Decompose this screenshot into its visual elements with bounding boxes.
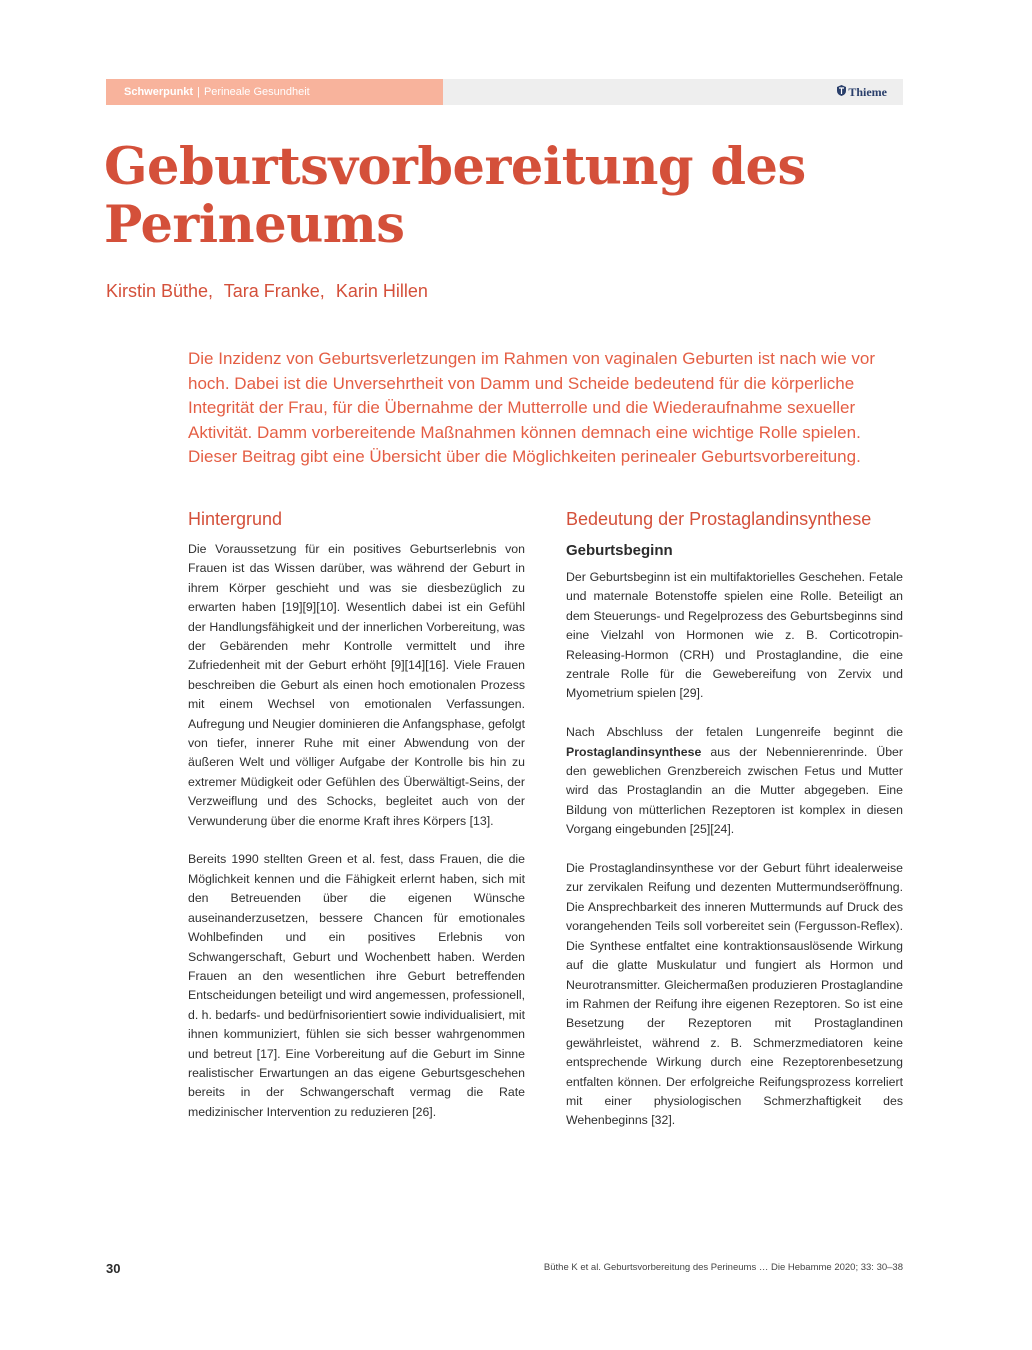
body-paragraph [566, 723, 903, 839]
abstract: Die Inzidenz von Geburtsverletzungen im Rahmen von vaginalen Geburten ist nach wie vor hoch. Dabei ist die Unversehrtheit von Damm und Scheide bedeutend für die körperliche Integrität der Frau, für die Übernahme der Mutterrolle und die Wiederaufnahme sexueller Aktivität. Damm vorbereitende Maßnahmen können demnach eine wichtige Rolle spielen. Dieser Beitrag gibt eine Übersicht über die Möglichkeiten perinealer Geburtsvorbereitung. [188, 349, 875, 466]
author-list [106, 281, 434, 302]
left-column [188, 507, 525, 1142]
subsection-label: Perineale Gesundheit [203, 86, 310, 98]
body-paragraph: Die Voraussetzung für ein positives Geburtserlebnis von Frauen ist das Wissen darüber, was während der Geburt in ihrem Körper geschieht und was sie diesbezüglich zu erwarten haben [19][9][10]. Wesentlich dabei ist ein Gefühl der Handlungsfähigkeit und der innerlichen Vorbereitung, was der Gebärenden mehr Kontrolle vermittelt und ihre Zufriedenheit mit der Geburt erhöht [9][14][16]. Viele Frauen beschreiben die Geburt als einen hoch emotionalen Prozess mit einem Wechsel von emotionalen Verfassungen. Aufregung und Neugier dominieren die Anfangsphase, gefolgt von tiefer, innerer Ruhe mit einer Abwendung von der äußeren Welt und völliger Aufgabe der Kontrolle bis hin zu extremer Müdigkeit oder Gefühlen des Überwältigt-Seins, der Verzweiflung und des Schocks, begleitet auch von der Verwunderung über die enorme Kraft ihres Körpers [13]. [188, 542, 525, 828]
body-paragraph: Der Geburtsbeginn ist ein multifaktorielles Geschehen. Fetale und maternale Botenstoffe spielen eine Rolle. Beteiligt an dem Steuerungs- und Regelprozess des Geburtsbeginns sind eine Vielzahl von Hormonen wie z. B. Corticotropin-Releasing-Hormon (CRH) und Prostaglandine, die eine zentrale Rolle für die Gewebereifung von Zervix und Myometrium spielen [29]. [566, 570, 903, 701]
bold-term: Prostaglandinsynthese [566, 744, 702, 759]
header-bar [106, 79, 903, 105]
publisher-logo [837, 79, 887, 105]
page-number: 30 [106, 1261, 121, 1276]
section-heading-hintergrund: Hintergrund [188, 509, 283, 529]
section-separator: | [197, 86, 200, 98]
body-paragraph: Die Prostaglandinsynthese vor der Geburt führt idealerweise zur zervikalen Reifung und dezenten Muttermundseröffnung. Die Ansprechbarkeit des inneren Muttermunds auf Druck des vorangehenden Teils soll vorbereitet sein (Fergusson-Reflex). Die Synthese entfaltet eine kontraktionsauslösende Wirkung auf die glatte Muskulatur und fungiert als Hormon und Neurotransmitter. Gleichermaßen produzieren Prostaglandine im Rahmen der Reifung ihre eigenen Rezeptoren. So ist eine Besetzung der Rezeptoren mit Prostaglandinen gewährleistet, während z. B. Schmerzmediatoren keine entsprechende Wirkung durch eine Rezeptorenbesetzung entfalten können. Der erfolgreiche Reifungsprozess korreliert mit einer physiologischen Schmerzhaftigkeit des Wehenbeginns [32]. [566, 861, 903, 1128]
author-name: Kirstin Büthe, [106, 281, 214, 301]
section-heading-prostaglandinsynthese: Bedeutung der Prostaglandinsynthese [566, 509, 872, 529]
thieme-logo-icon [837, 80, 846, 106]
section-label: Schwerpunkt [124, 86, 194, 98]
publisher-name: Thieme [848, 85, 887, 99]
text-run: Nach Abschluss der fetalen Lungenreife beginnt die [566, 725, 903, 740]
body-paragraph: Bereits 1990 stellten Green et al. fest, dass Frauen, die die Möglichkeit kennen und die Fähigkeit erlernt haben, sich mit den Betreuenden über die eigenen Wünsche auseinanderzusetzen, bessere Chancen für emotionales Wohlbefinden und ein positives Erlebnis von Schwangerschaft, Geburt und Wochenbett haben. Werden Frauen an den wesentlichen ihre Geburt betreffenden Entscheidungen beteiligt und wird angemessen, professionell, d. h. bedarfs- und bedürfnisorientiert sowie individualisiert, mit ihnen kommuniziert, fühlen sie sich besser wahrgenommen und betreut [17]. Eine Vorbereitung auf die Geburt im Sinne realistischer Erwartungen an das eigene Geburtsgeschehen bereits in der Schwangerschaft vermag die Rate medizinischer Intervention zu reduzieren [26]. [188, 852, 526, 1119]
article-title: Geburtsvorbereitung des Perineums [104, 137, 806, 255]
right-column [566, 507, 903, 1150]
text-run: aus der Nebennierenrinde. Über den geweblichen Grenzbereich zwischen Fetus und Mutter wird das Prostaglandin an die Mutter abgegeben. Eine Bildung von mütterlichen Rezeptoren ist komplex in diesen Vorgang eingebunden [25][24]. [566, 744, 903, 837]
author-name: Tara Franke, [223, 281, 325, 301]
author-name: Karin Hillen [335, 281, 428, 301]
footer-citation: Büthe K et al. Geburtsvorbereitung des Perineums … Die Hebamme 2020; 33: 30–38 [543, 1262, 903, 1273]
section-tag [106, 79, 443, 105]
subsection-heading-geburtsbeginn: Geburtsbeginn [566, 542, 673, 559]
